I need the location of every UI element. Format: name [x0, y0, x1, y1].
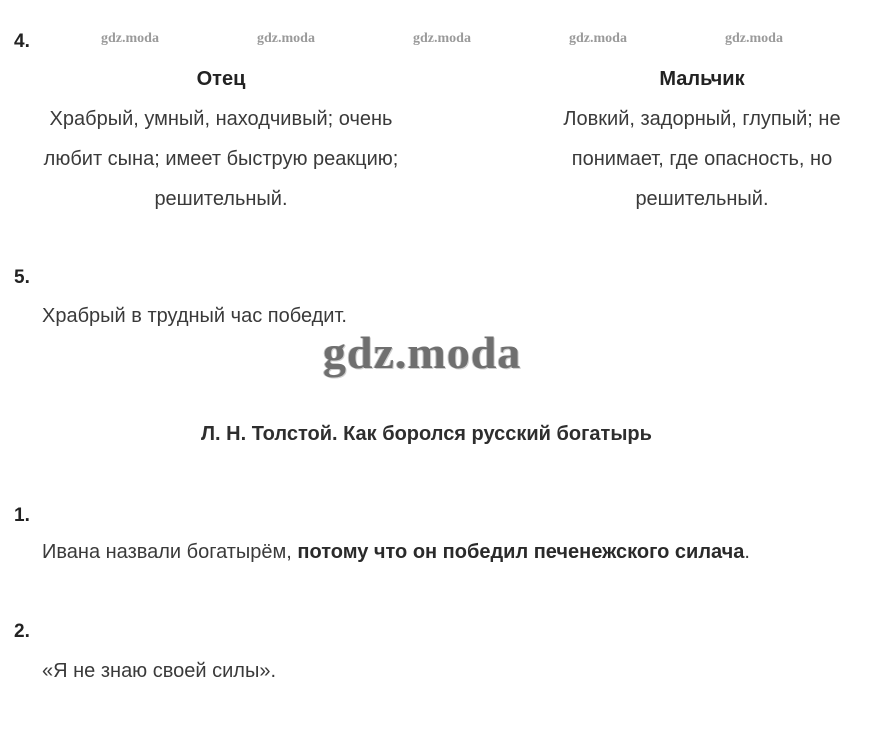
- column-heading-father: Отец: [196, 68, 246, 90]
- character-column-father: [11, 59, 431, 219]
- watermark-small-4: gdz.moda: [569, 31, 627, 46]
- answer-1-bold: потому что он победил печенежского силача: [297, 541, 745, 563]
- answer-5: Храбрый в трудный час победит.: [42, 305, 347, 327]
- column-heading-boy: Мальчик: [659, 68, 745, 90]
- watermark-small-5: gdz.moda: [725, 31, 783, 46]
- question-number-2: 2.: [14, 621, 30, 642]
- section-title: Л. Н. Толстой. Как боролся русский богатырь: [201, 423, 652, 445]
- father-trait-line-1: Храбрый, умный, находчивый; очень: [49, 108, 393, 130]
- watermark-small-3: gdz.moda: [413, 31, 471, 46]
- watermark-small-2: gdz.moda: [257, 31, 315, 46]
- answer-1-end: .: [744, 541, 750, 563]
- boy-trait-line-1: Ловкий, задорный, глупый; не: [563, 108, 841, 130]
- question-number-1: 1.: [14, 505, 30, 526]
- watermark-large: gdz.moda: [323, 327, 522, 378]
- father-trait-line-2: любит сына; имеет быструю реакцию;: [43, 148, 399, 170]
- watermark-small-1: gdz.moda: [101, 31, 159, 46]
- boy-trait-line-3: решительный.: [635, 188, 769, 210]
- answer-1-plain: Ивана назвали богатырём,: [42, 541, 298, 563]
- answer-1: [42, 541, 750, 564]
- question-number-4: 4.: [14, 31, 30, 52]
- father-trait-line-3: решительный.: [154, 188, 288, 210]
- answer-2: «Я не знаю своей силы».: [42, 660, 277, 682]
- boy-trait-line-2: понимает, где опасность, но: [571, 148, 833, 170]
- character-column-boy: [492, 59, 881, 219]
- question-number-5: 5.: [14, 267, 30, 288]
